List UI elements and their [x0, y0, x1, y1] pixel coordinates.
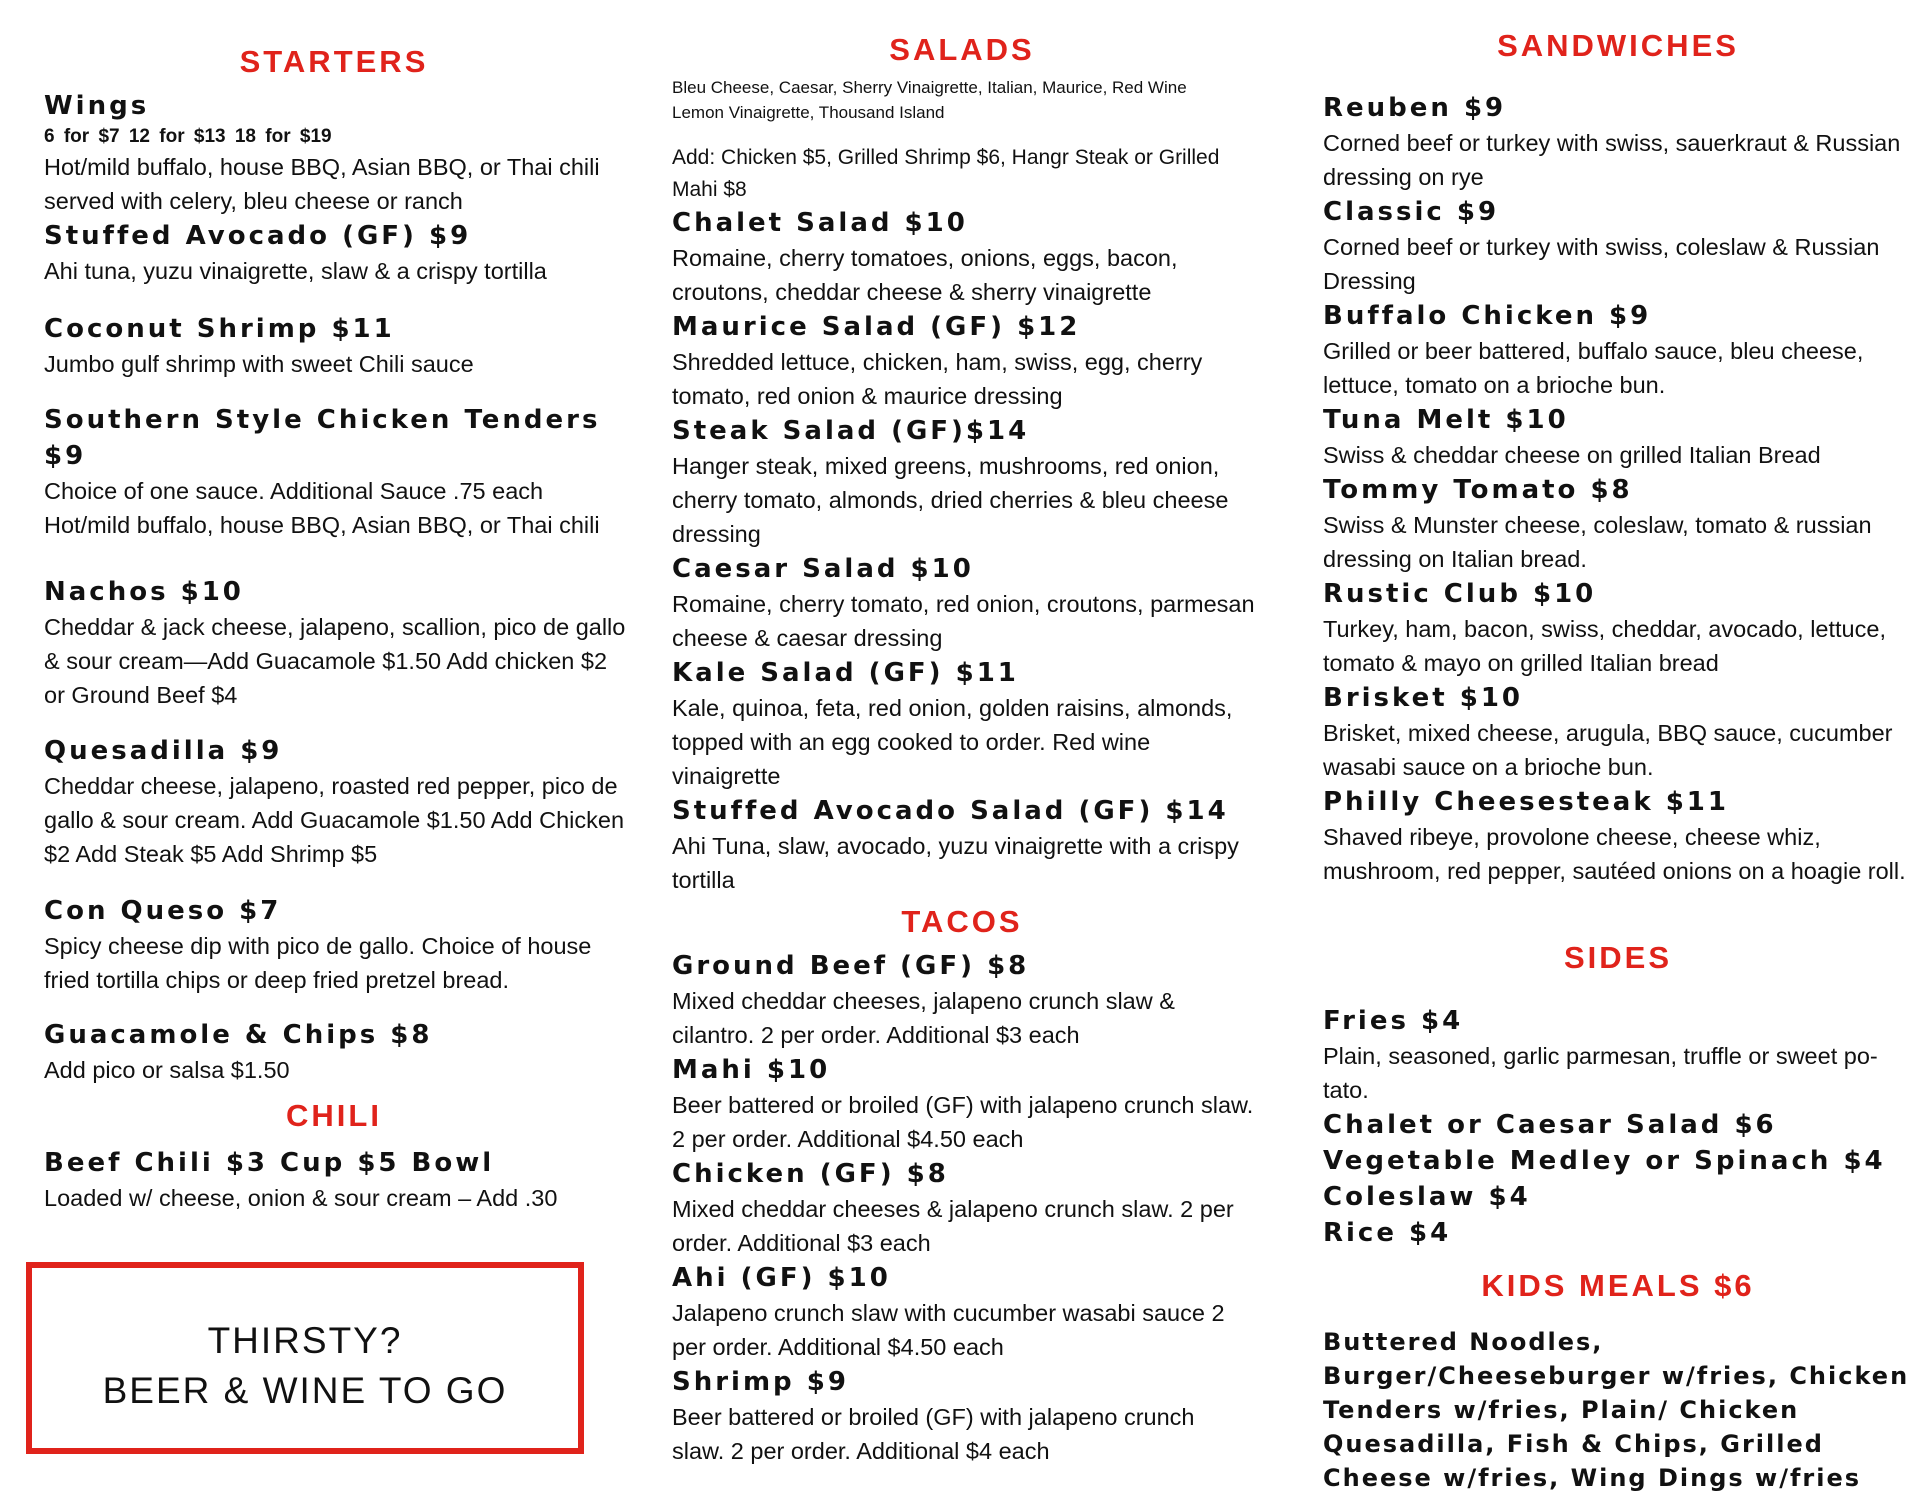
classic-name: Classic $9: [1323, 197, 1500, 227]
quesadilla-name: Quesadilla $9: [44, 736, 283, 766]
brisket-desc: Brisket, mixed cheese, arugula, BBQ sauce, cucumber wasabi sauce on a brioche bun.: [1323, 720, 1893, 780]
beef-chili-desc: Loaded w/ cheese, onion & sour cream – Add .30: [44, 1185, 558, 1211]
tacos-title: TACOS: [901, 904, 1023, 939]
chalet-salad-desc: Romaine, cherry tomatoes, onions, eggs, bacon, croutons, cheddar cheese & sherry vinaigrette: [672, 245, 1178, 305]
ahi-taco-name: Ahi (GF) $10: [672, 1263, 891, 1293]
tuna-melt-desc: Swiss & cheddar cheese on grilled Italian Bread: [1323, 442, 1821, 468]
avocado-salad-name: Stuffed Avocado Salad (GF) $14: [672, 796, 1229, 826]
tommy-tomato-desc: Swiss & Munster cheese, coleslaw, tomato & russian dressing on Italian bread.: [1323, 512, 1872, 572]
philly-cheesesteak-name: Philly Cheesesteak $11: [1323, 787, 1729, 817]
side-salad: Chalet or Caesar Salad $6: [1323, 1110, 1777, 1140]
kale-salad-name: Kale Salad (GF) $11: [672, 658, 1019, 688]
kale-salad-desc: Kale, quinoa, feta, red onion, golden raisins, almonds, topped with an egg cooked to order. Red wine vinaigrette: [672, 695, 1233, 789]
salad-dressings: Bleu Cheese, Caesar, Sherry Vinaigrette, Italian, Maurice, Red Wine Lemon Vinaigrette, Thousand Island: [672, 78, 1187, 122]
salads-title: SALADS: [889, 32, 1035, 67]
chicken-taco-desc: Mixed cheddar cheeses & jalapeno crunch slaw. 2 per order. Additional $3 each: [672, 1196, 1234, 1256]
rustic-club-name: Rustic Club $10: [1323, 579, 1597, 609]
shrimp-taco-desc-2: slaw. 2 per order. Additional $4 each: [672, 1438, 1050, 1464]
side-coleslaw: Coleslaw $4: [1323, 1182, 1531, 1212]
ground-beef-taco-desc: Mixed cheddar cheeses, jalapeno crunch slaw & cilantro. 2 per order. Additional $3 each: [672, 988, 1175, 1048]
con-queso-desc: Spicy cheese dip with pico de gallo. Choice of house fried tortilla chips or deep fried pretzel bread.: [44, 933, 592, 993]
ground-beef-taco-name: Ground Beef (GF) $8: [672, 951, 1030, 981]
guacamole-name: Guacamole & Chips $8: [44, 1020, 433, 1050]
starters-title: STARTERS: [239, 44, 429, 79]
coconut-shrimp-name: Coconut Shrimp $11: [44, 314, 395, 344]
wings-prices: 6 for $7 12 for $13 18 for $19: [44, 126, 332, 147]
salad-add-ons: Add: Chicken $5, Grilled Shrimp $6, Hangr Steak or Grilled Mahi $8: [672, 146, 1220, 201]
shrimp-taco-desc-1: Beer battered or broiled (GF) with jalapeno crunch: [672, 1404, 1195, 1430]
reuben-desc: Corned beef or turkey with swiss, sauerkraut & Russian dressing on rye: [1323, 130, 1901, 190]
philly-cheesesteak-desc: Shaved ribeye, provolone cheese, cheese whiz, mushroom, red pepper, sautéed onions on a hoagie roll.: [1323, 824, 1906, 884]
side-rice: Rice $4: [1323, 1218, 1452, 1248]
beef-chili-name: Beef Chili $3 Cup $5 Bowl: [44, 1148, 495, 1178]
wings-name: Wings: [44, 91, 150, 121]
maurice-salad-desc: Shredded lettuce, chicken, ham, swiss, egg, cherry tomato, red onion & maurice dressing: [672, 349, 1203, 409]
side-vegetable: Vegetable Medley or Spinach $4: [1323, 1146, 1886, 1176]
mahi-taco-desc: Beer battered or broiled (GF) with jalapeno crunch slaw. 2 per order. Additional $4.50 each: [672, 1092, 1254, 1152]
mahi-taco-name: Mahi $10: [672, 1055, 831, 1085]
buffalo-chicken-name: Buffalo Chicken $9: [1323, 301, 1652, 331]
steak-salad-name: Steak Salad (GF)$14: [672, 416, 1030, 446]
nachos-desc: Cheddar & jack cheese, jalapeno, scallion, pico de gallo & sour cream—Add Guacamole $1.50 Add chicken $2 or Ground Beef $4: [44, 614, 626, 708]
caesar-salad-name: Caesar Salad $10: [672, 554, 974, 584]
chalet-salad-name: Chalet Salad $10: [672, 208, 968, 238]
promo-line-2: BEER & WINE TO GO: [102, 1370, 508, 1411]
nachos-name: Nachos $10: [44, 577, 244, 607]
brisket-name: Brisket $10: [1323, 683, 1524, 713]
kids-meals-title: KIDS MEALS $6: [1481, 1268, 1755, 1303]
rustic-club-desc: Turkey, ham, bacon, swiss, cheddar, avocado, lettuce, tomato & mayo on grilled Italian bread: [1323, 616, 1886, 676]
fries-desc: Plain, seasoned, garlic parmesan, truffle or sweet po-tato.: [1323, 1043, 1878, 1103]
chicken-tenders-desc: Choice of one sauce. Additional Sauce .75 each Hot/mild buffalo, house BBQ, Asian BBQ, or Thai chili: [44, 478, 600, 538]
stuffed-avocado-name: Stuffed Avocado (GF) $9: [44, 221, 472, 251]
chili-title: CHILI: [286, 1098, 382, 1133]
buffalo-chicken-desc: Grilled or beer battered, buffalo sauce, bleu cheese, lettuce, tomato on a brioche bun.: [1323, 338, 1864, 398]
classic-desc: Corned beef or turkey with swiss, coleslaw & Russian Dressing: [1323, 234, 1880, 294]
reuben-name: Reuben $9: [1323, 93, 1507, 123]
tommy-tomato-name: Tommy Tomato $8: [1323, 475, 1633, 505]
caesar-salad-desc: Romaine, cherry tomato, red onion, croutons, parmesan cheese & caesar dressing: [672, 591, 1255, 651]
wings-desc: Hot/mild buffalo, house BBQ, Asian BBQ, or Thai chili served with celery, bleu cheese or ranch: [44, 154, 600, 214]
avocado-salad-desc: Ahi Tuna, slaw, avocado, yuzu vinaigrette with a crispy tortilla: [672, 833, 1239, 893]
con-queso-name: Con Queso $7: [44, 896, 282, 926]
promo-line-1: THIRSTY?: [207, 1320, 403, 1361]
sandwiches-title: SANDWICHES: [1497, 28, 1739, 63]
steak-salad-desc: Hanger steak, mixed greens, mushrooms, red onion, cherry tomato, almonds, dried cherries & bleu cheese dressing: [672, 453, 1229, 547]
sides-title: SIDES: [1563, 940, 1673, 975]
fries-name: Fries $4: [1323, 1006, 1464, 1036]
maurice-salad-name: Maurice Salad (GF) $12: [672, 312, 1081, 342]
stuffed-avocado-desc: Ahi tuna, yuzu vinaigrette, slaw & a crispy tortilla: [44, 258, 547, 284]
ahi-taco-desc: Jalapeno crunch slaw with cucumber wasabi sauce 2 per order. Additional $4.50 each: [672, 1300, 1225, 1360]
beer-wine-promo-box: [26, 1262, 584, 1454]
shrimp-taco-name: Shrimp $9: [672, 1367, 849, 1397]
quesadilla-desc: Cheddar cheese, jalapeno, roasted red pepper, pico de gallo & sour cream. Add Guacamole $1.50 Add Chicken $2 Add Steak $5 Add Shrimp $5: [44, 773, 625, 867]
tuna-melt-name: Tuna Melt $10: [1323, 405, 1569, 435]
kids-meals-desc: Buttered Noodles, Burger/Cheeseburger w/fries, Chicken Tenders w/fries, Plain/ Chicken Quesadilla, Fish & Chips, Grilled Cheese w/fries, Wing Dings w/fries: [1323, 1328, 1910, 1492]
chicken-tenders-name: Southern Style Chicken Tenders $9: [44, 405, 601, 471]
guacamole-desc: Add pico or salsa $1.50: [44, 1057, 290, 1083]
coconut-shrimp-desc: Jumbo gulf shrimp with sweet Chili sauce: [44, 351, 474, 377]
chicken-taco-name: Chicken (GF) $8: [672, 1159, 949, 1189]
